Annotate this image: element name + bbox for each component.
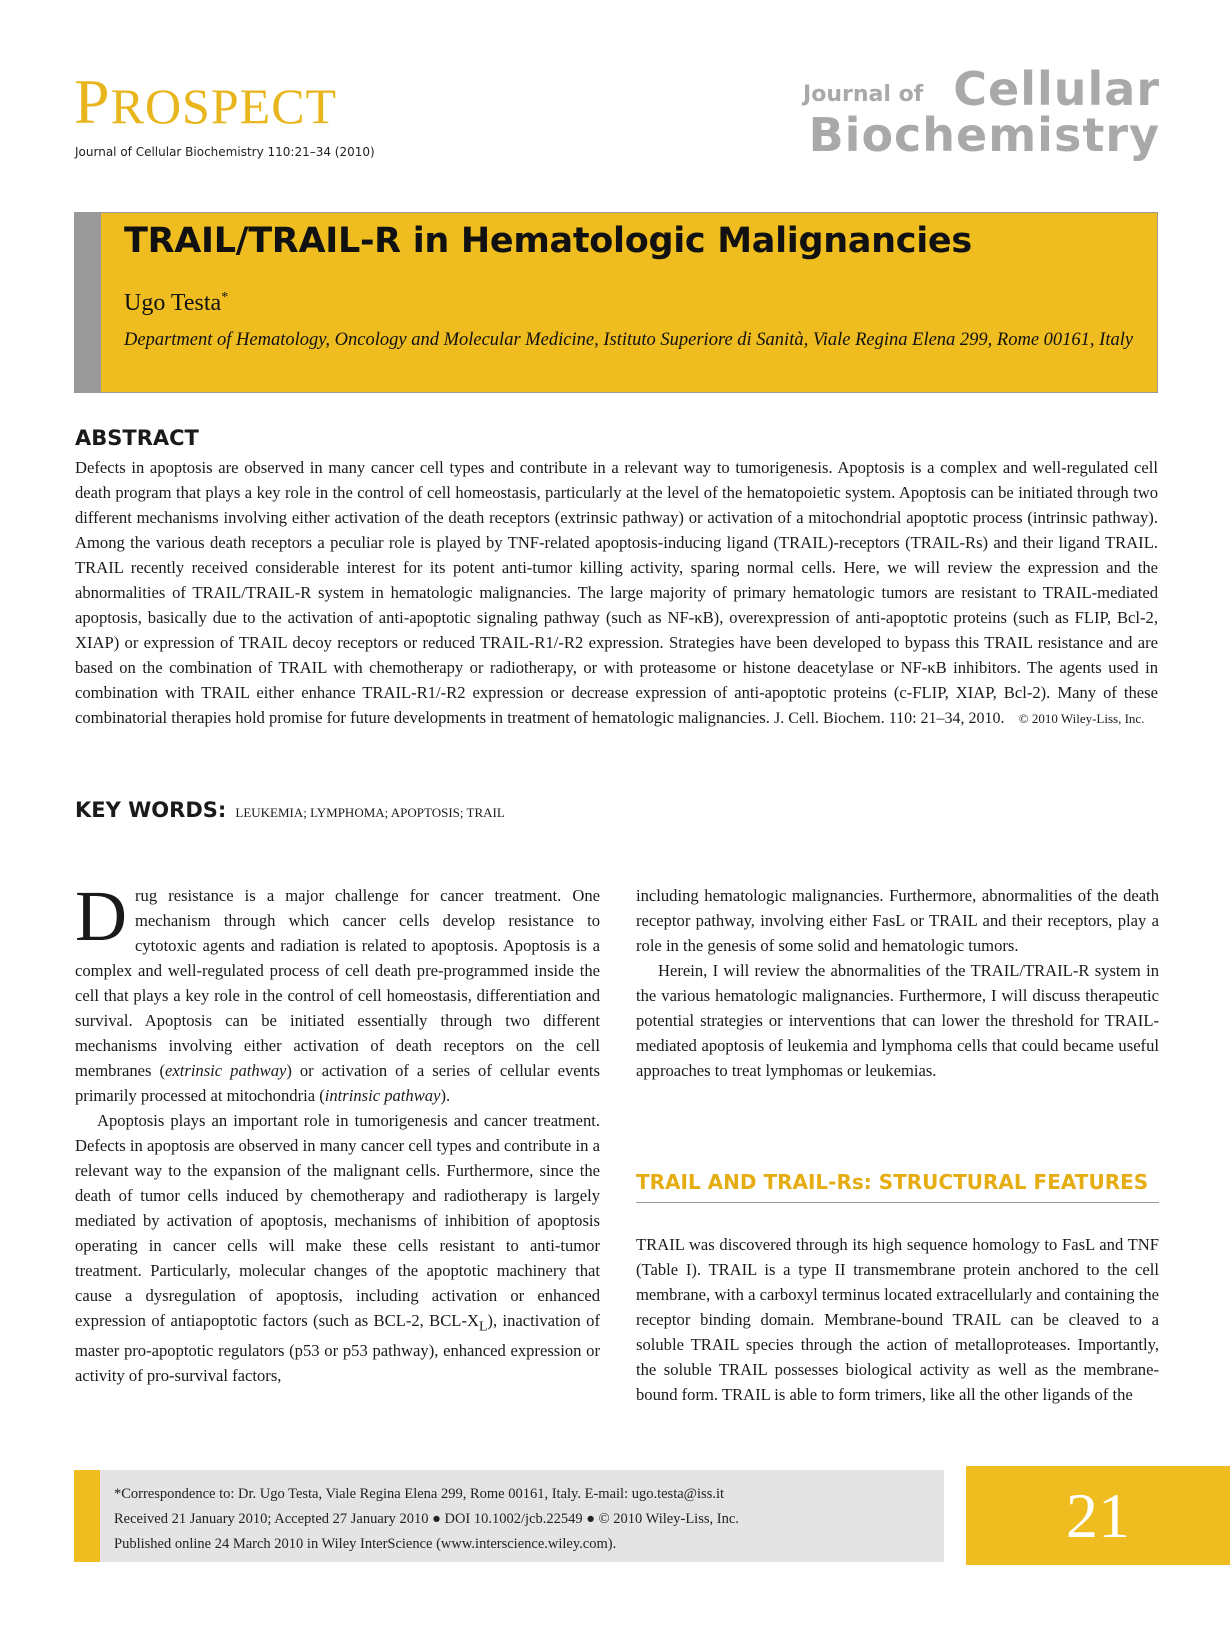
page-number: 21 bbox=[1066, 1479, 1130, 1551]
series-title-rest: ROSPECT bbox=[110, 78, 338, 134]
section-body bbox=[636, 1232, 1159, 1407]
paragraph: Herein, I will review the abnormalities of the TRAIL/TRAIL-R system in the various hematologic malignancies. Furthermore, I will discuss therapeutic potential strategies or interventions that can lower the threshold for TRAIL-mediated apoptosis of leukemia and lymphoma cells that could became useful approaches to treat lymphomas or leukemias. bbox=[636, 961, 1159, 1080]
abstract-text: Defects in apoptosis are observed in many cancer cell types and contribute in a relevant way to tumorigenesis. Apoptosis is a complex and well-regulated cell death program that plays a key role in the control of cell homeostasis, particularly at the level of the hematopoietic system. Apoptosis can be initiated through two different mechanisms involving either activation of the death receptors (extrinsic pathway) or activation of a mitochondrial apoptotic process (intrinsic pathway). Among the various death receptors a peculiar role is played by TNF-related apoptosis-inducing ligand (TRAIL)-receptors (TRAIL-Rs) and their ligand TRAIL. TRAIL recently received considerable interest for its potent anti-tumor killing activity, sparing normal cells. Here, we will review the expression and the abnormalities of TRAIL/TRAIL-R system in hematologic malignancies. The large majority of primary hematologic tumors are resistant to TRAIL-mediated apoptosis, basically due to the activation of anti-apoptotic signaling pathway (such as NF-κB), overexpression of anti-apoptotic proteins (such as FLIP, Bcl-2, XIAP) or expression of TRAIL decoy receptors or reduced TRAIL-R1/-R2 expression. Strategies have been developed to bypass this TRAIL resistance and are based on the combination of TRAIL with chemotherapy or radiotherapy, or with proteasome or histone deacetylase or NF-κB inhibitors. The agents used in combination with TRAIL either enhance TRAIL-R1/-R2 expression or decrease expression of anti-apoptotic proteins (c-FLIP, XIAP, Bcl-2). Many of these combinatorial therapies hold promise for future developments in treatment of hematologic malignancies. bbox=[75, 458, 1158, 727]
paragraph-text: ) or activation of a series of cellular events primarily processed at mitochondria ( bbox=[75, 1061, 600, 1105]
footer-bar bbox=[74, 1470, 100, 1562]
keywords-list: LEUKEMIA; LYMPHOMA; APOPTOSIS; TRAIL bbox=[235, 805, 505, 820]
footer-notes bbox=[74, 1470, 944, 1562]
body-column-left bbox=[75, 876, 600, 1388]
author-mark: * bbox=[221, 290, 229, 305]
drop-cap: D bbox=[75, 876, 127, 956]
logo-cellular: Cellular bbox=[953, 62, 1160, 116]
published-line: Published online 24 March 2010 in Wiley InterScience (www.interscience.wiley.com). bbox=[114, 1536, 617, 1552]
abstract-heading: ABSTRACT bbox=[75, 426, 199, 450]
series-title-cap: P bbox=[74, 66, 111, 137]
journal-logo bbox=[803, 62, 1160, 162]
paragraph bbox=[75, 876, 600, 1108]
title-block bbox=[74, 212, 1158, 393]
author-name bbox=[124, 290, 228, 317]
author-name-text: Ugo Testa bbox=[124, 290, 222, 316]
paragraph-text: ). bbox=[440, 1086, 451, 1105]
abstract-reference: J. Cell. Biochem. 110: 21–34, 2010. bbox=[774, 710, 1005, 727]
article-title: TRAIL/TRAIL-R in Hematologic Malignancies bbox=[124, 221, 972, 261]
keywords bbox=[75, 798, 505, 822]
paragraph-text: ), inactivation of master pro-apoptotic regulators (p53 or p53 pathway), enhanced expression or activity of pro-survival factors, bbox=[75, 1311, 600, 1386]
body-column-right bbox=[636, 883, 1159, 1083]
page-number-box bbox=[966, 1466, 1230, 1565]
dates-doi-line: Received 21 January 2010; Accepted 27 January 2010 ● DOI 10.1002/jcb.22549 ● © 2010 Wiley-Liss, Inc. bbox=[114, 1511, 739, 1527]
author-affiliation: Department of Hematology, Oncology and Molecular Medicine, Istituto Superiore di Sanità, Viale Regina Elena 299, Rome 00161, Italy bbox=[124, 330, 1134, 350]
emphasis: extrinsic pathway bbox=[165, 1061, 287, 1080]
keywords-label: KEY WORDS: bbox=[75, 798, 227, 822]
paragraph: including hematologic malignancies. Furthermore, abnormalities of the death receptor pathway, involving either FasL or TRAIL and their receptors, play a role in the genesis of some solid and hematologic tumors. bbox=[636, 886, 1159, 955]
journal-citation: Journal of Cellular Biochemistry 110:21–34 (2010) bbox=[75, 145, 375, 159]
correspondence-line: *Correspondence to: Dr. Ugo Testa, Viale Regina Elena 299, Rome 00161, Italy. E-mail: ugo.testa@iss.it bbox=[114, 1486, 725, 1502]
abstract-copyright: © 2010 Wiley-Liss, Inc. bbox=[1018, 711, 1145, 726]
abstract-body bbox=[75, 455, 1158, 731]
logo-biochemistry: Biochemistry bbox=[808, 108, 1160, 162]
paragraph bbox=[75, 1108, 600, 1388]
subscript: L bbox=[478, 1318, 488, 1334]
series-title bbox=[74, 66, 338, 137]
paragraph-text: Apoptosis plays an important role in tumorigenesis and cancer treatment. Defects in apoptosis are observed in many cancer cell types and contribute in a relevant way to the expansion of the malignant cells. Furthermore, since the death of tumor cells induced by chemotherapy and radiotherapy is largely mediated by activation of apoptosis, mechanisms of inhibition of apoptosis operating in cancer cells will make these cells resistant to anti-tumor treatment. Particularly, molecular changes of the apoptotic machinery that cause a dysregulation of apoptosis, including activation or enhanced expression of antiapoptotic factors (such as BCL-2, BCL-X bbox=[75, 1111, 600, 1330]
footer-text bbox=[114, 1482, 739, 1557]
logo-journal-of: Journal of bbox=[803, 82, 924, 107]
title-block-bar bbox=[75, 213, 101, 392]
emphasis: intrinsic pathway bbox=[324, 1086, 441, 1105]
paragraph-text: rug resistance is a major challenge for cancer treatment. One mechanism through which cancer cells develop resistance to cytotoxic agents and radiation is related to apoptosis. Apoptosis is a complex and well-regulated process of cell death pre-programmed inside the cell that plays a key role in the control of cell homeostasis, differentiation and survival. Apoptosis can be initiated essentially through two different mechanisms involving either activation of death receptors on the cell membranes ( bbox=[75, 886, 600, 1080]
paragraph: TRAIL was discovered through its high sequence homology to FasL and TNF (Table I). TRAIL is a type II transmembrane protein anchored to the cell membrane, with a carboxyl terminus located extracellularly and containing the receptor binding domain. Membrane-bound TRAIL can be cleaved to a soluble TRAIL species through the action of metalloproteases. Importantly, the soluble TRAIL possesses biological activity as well as the membrane-bound form. TRAIL is able to form trimers, like all the other ligands of the bbox=[636, 1235, 1159, 1404]
section-heading: TRAIL AND TRAIL-Rs: STRUCTURAL FEATURES bbox=[636, 1170, 1159, 1203]
